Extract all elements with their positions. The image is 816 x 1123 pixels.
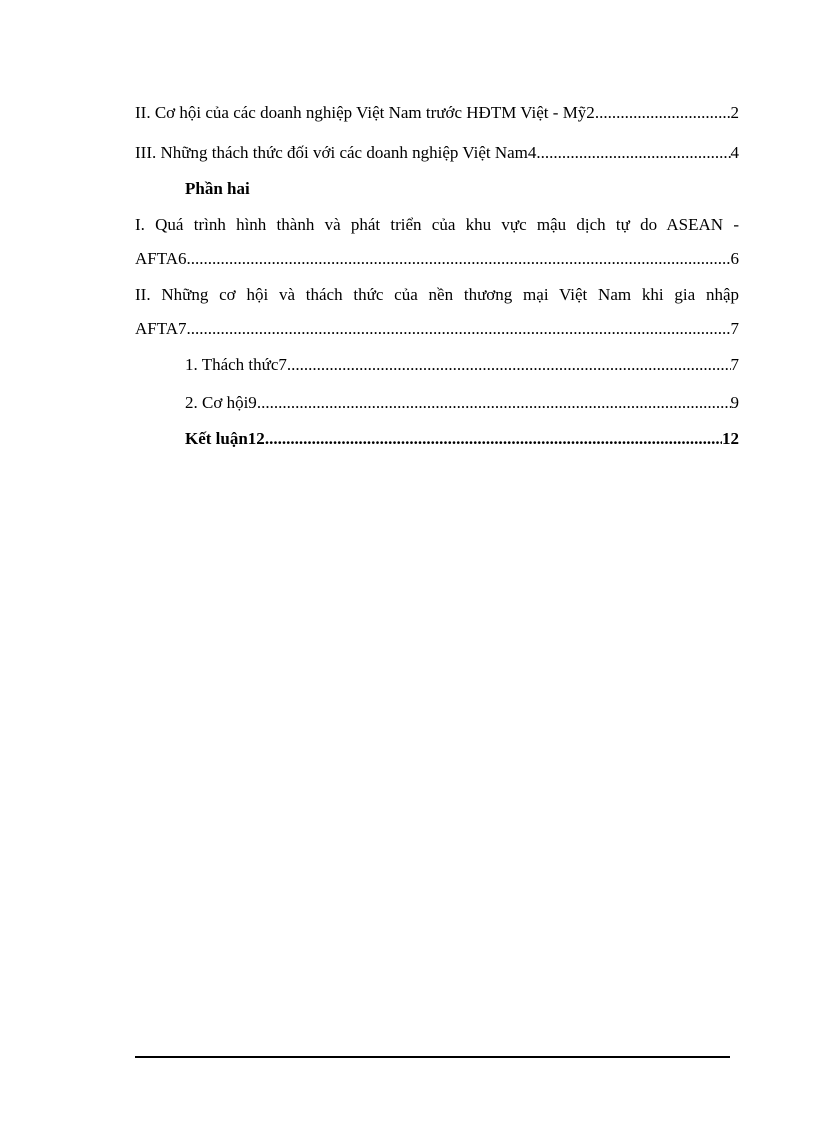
toc-page-number: 4 bbox=[730, 143, 739, 162]
toc-entry-text: 1. Thách thức7 bbox=[185, 355, 287, 374]
toc-entry-iii-thach-thuc[interactable] bbox=[135, 142, 739, 164]
toc-page-number: 2 bbox=[730, 103, 739, 122]
toc-entry-text: Kết luận12 bbox=[185, 429, 265, 448]
toc-page-number: 7 bbox=[730, 319, 739, 338]
toc-leader-dots bbox=[287, 354, 731, 376]
toc-page-number: 12 bbox=[722, 429, 739, 448]
toc-entry-ii-co-hoi[interactable] bbox=[135, 102, 739, 124]
toc-entry-text: AFTA7 bbox=[135, 319, 187, 338]
part-heading: Phần hai bbox=[185, 179, 250, 198]
toc-leader-dots bbox=[595, 102, 731, 124]
toc-subentry-co-hoi[interactable] bbox=[185, 392, 739, 414]
toc-entry-text: II. Cơ hội của các doanh nghiệp Việt Nam trước HĐTM Việt - Mỹ2 bbox=[135, 103, 595, 122]
toc-leader-dots bbox=[536, 142, 730, 164]
toc-leader-dots bbox=[257, 392, 731, 414]
toc-entry-i-qua-trinh-line1[interactable]: I. Quá trình hình thành và phát triển của khu vực mậu dịch tự do ASEAN - bbox=[135, 215, 739, 234]
toc-page-number: 6 bbox=[730, 249, 739, 268]
toc-entry-ii-co-hoi-thach-thuc-line1[interactable]: II. Những cơ hội và thách thức của nền thương mại Việt Nam khi gia nhập bbox=[135, 285, 739, 304]
toc-entry-i-qua-trinh-line2[interactable] bbox=[135, 248, 739, 270]
toc-leader-dots bbox=[187, 248, 731, 270]
toc-leader-dots bbox=[265, 428, 722, 450]
toc-entry-text: III. Những thách thức đối với các doanh nghiệp Việt Nam4 bbox=[135, 143, 537, 162]
toc-page-number: 7 bbox=[730, 355, 739, 374]
footer-divider bbox=[135, 1056, 730, 1058]
toc-entry-text: 2. Cơ hội9 bbox=[185, 393, 257, 412]
toc-entry-ket-luan[interactable] bbox=[185, 428, 739, 450]
toc-entry-ii-co-hoi-thach-thuc-line2[interactable] bbox=[135, 318, 739, 340]
toc-subentry-thach-thuc[interactable] bbox=[185, 354, 739, 376]
toc-entry-text: AFTA6 bbox=[135, 249, 187, 268]
toc-page-number: 9 bbox=[730, 393, 739, 412]
toc-leader-dots bbox=[187, 318, 731, 340]
